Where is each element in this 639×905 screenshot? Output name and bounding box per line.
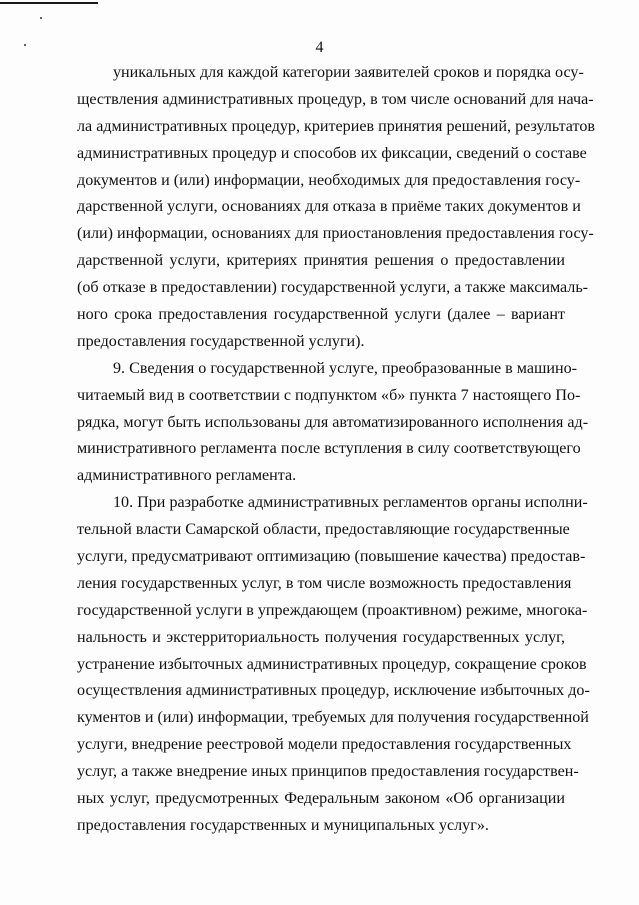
text-line: читаемый вид в соответствии с подпунктом «б» пункта 7 настоящего По- (77, 386, 581, 404)
text-line: рядка, могут быть использованы для автоматизированного исполнения ад- (77, 413, 589, 431)
text-line: ления государственных услуг, в том числе возможность предоставления (77, 574, 572, 592)
text-line: (об отказе в предоставлении) государственной услуги, а также максималь- (77, 279, 589, 297)
text-line: нальность и экстерриториальность получения государственных услуг, (77, 628, 565, 646)
text-line: ного срока предоставления государственной услуги (далее – вариант (77, 306, 565, 324)
text-line: дарственной услуги, основаниях для отказа в приёме таких документов и (77, 198, 581, 216)
text-line: предоставления государственных и муниципальных услуг». (77, 816, 489, 834)
scan-speck (40, 17, 42, 19)
text-line: осуществления административных процедур, исключение избыточных до- (77, 682, 590, 700)
text-line: государственной услуги в упреждающем (проактивном) режиме, многока- (77, 601, 588, 619)
text-line: услуги, внедрение реестровой модели предоставления государственных (77, 736, 572, 754)
paragraph-continuation (77, 60, 595, 356)
text-line: 9. Сведения о государственной услуге, преобразованные в машино- (113, 359, 578, 377)
text-line: ла административных процедур, критериев принятия решений, результатов (77, 117, 595, 135)
text-line: устранение избыточных административных процедур, сокращение сроков (77, 655, 587, 673)
text-line: уникальных для каждой категории заявителей сроков и порядка осу- (113, 64, 584, 81)
paragraph-10 (77, 490, 590, 840)
text-line: административных процедур и способов их фиксации, сведений о составе (77, 144, 587, 162)
paragraph-9 (77, 356, 589, 490)
text-line: 10. При разработке административных регламентов органы исполни- (113, 494, 588, 512)
text-line: документов и (или) информации, необходимых для предоставления госу- (77, 171, 581, 189)
text-line: предоставления государственной услуги). (77, 332, 365, 350)
text-line: (или) информации, основаниях для приостановления предоставления госу- (77, 225, 594, 243)
text-line: ных услуг, предусмотренных Федеральным законом «Об организации (77, 790, 565, 808)
text-line: тельной власти Самарской области, предоставляющие государственные (77, 521, 570, 539)
text-line: ществления административных процедур, в том числе оснований для нача- (77, 90, 594, 108)
document-body (77, 60, 595, 840)
text-line: услуг, а также внедрение иных принципов предоставления государствен- (77, 763, 579, 781)
scan-corner-mark (0, 2, 98, 4)
text-line: министративного регламента после вступления в силу соответствующего (77, 440, 581, 458)
text-line: кументов и (или) информации, требуемых для получения государственной (77, 709, 589, 727)
text-line: административного регламента. (77, 467, 297, 485)
page-number: 4 (315, 39, 324, 56)
text-line: дарственной услуги, критериях принятия решения о предоставлении (77, 252, 565, 270)
text-line: услуги, предусматривают оптимизацию (повышение качества) предостав- (77, 548, 586, 566)
